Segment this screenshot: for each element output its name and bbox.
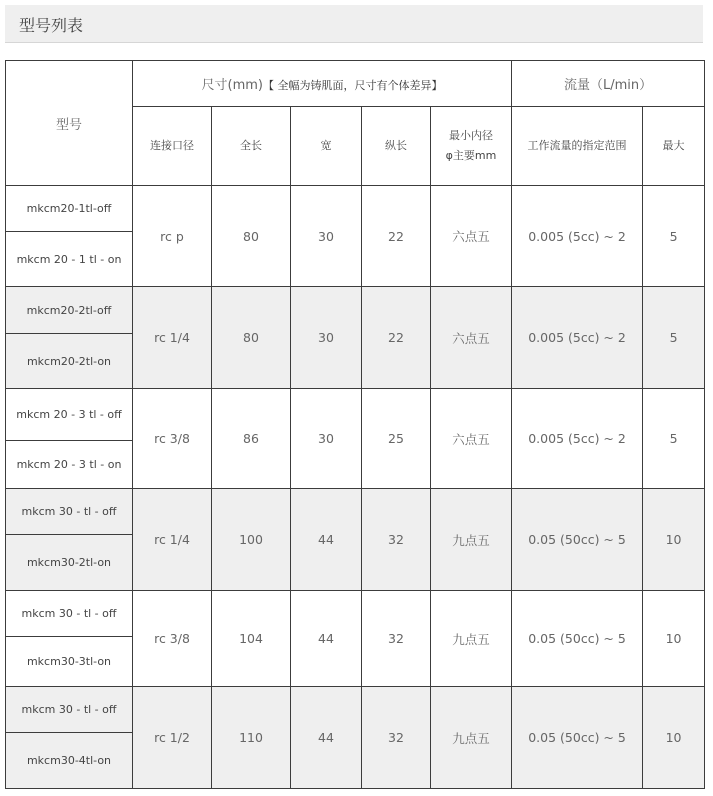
flow-range-cell: 0.005 (5cc) ~ 2 (512, 389, 643, 489)
model-cell: mkcm 30 - tl - off (6, 489, 133, 535)
depth-cell: 22 (362, 186, 431, 287)
header-model: 型号 (6, 61, 133, 186)
header-min-bore-line1: 最小内径 (449, 129, 494, 142)
width-cell: 44 (291, 489, 362, 591)
port-cell: rc 1/2 (133, 687, 212, 789)
model-cell: mkcm30-2tl-on (6, 535, 133, 591)
model-cell: mkcm 20 - 3 tl - off (6, 389, 133, 441)
header-width: 宽 (291, 107, 362, 186)
min-bore-cell: 九点五 (431, 591, 512, 687)
port-cell: rc p (133, 186, 212, 287)
min-bore-cell: 六点五 (431, 287, 512, 389)
model-cell: mkcm20-2tl-on (6, 334, 133, 389)
header-flow-max: 最大 (643, 107, 705, 186)
title-bar (5, 5, 703, 43)
flow-max-cell: 10 (643, 591, 705, 687)
port-cell: rc 1/4 (133, 489, 212, 591)
table-row (6, 287, 705, 334)
width-cell: 30 (291, 186, 362, 287)
flow-max-cell: 5 (643, 389, 705, 489)
header-flow-range: 工作流量的指定范围 (512, 107, 643, 186)
width-cell: 30 (291, 389, 362, 489)
length-cell: 80 (212, 287, 291, 389)
header-size-note: 【 全幅为铸肌面，尺寸有个体差异】 (263, 79, 443, 92)
min-bore-cell: 六点五 (431, 186, 512, 287)
depth-cell: 25 (362, 389, 431, 489)
port-cell: rc 1/4 (133, 287, 212, 389)
header-min-bore (431, 107, 512, 186)
min-bore-cell: 九点五 (431, 489, 512, 591)
depth-cell: 32 (362, 591, 431, 687)
page-title: 型号列表 (19, 16, 84, 35)
model-cell: mkcm30-3tl-on (6, 637, 133, 687)
model-table (5, 60, 705, 789)
depth-cell: 22 (362, 287, 431, 389)
table-row (6, 389, 705, 441)
flow-max-cell: 5 (643, 287, 705, 389)
header-flow: 流量（L/min） (512, 61, 705, 107)
width-cell: 30 (291, 287, 362, 389)
flow-range-cell: 0.05 (50cc) ~ 5 (512, 687, 643, 789)
table-row (6, 687, 705, 733)
model-cell: mkcm 20 - 1 tl - on (6, 232, 133, 287)
table-row (6, 186, 705, 232)
width-cell: 44 (291, 687, 362, 789)
port-cell: rc 3/8 (133, 591, 212, 687)
length-cell: 100 (212, 489, 291, 591)
header-size (133, 61, 512, 107)
min-bore-cell: 六点五 (431, 389, 512, 489)
length-cell: 110 (212, 687, 291, 789)
flow-range-cell: 0.005 (5cc) ~ 2 (512, 186, 643, 287)
header-size-label: 尺寸(mm) (201, 78, 263, 93)
flow-max-cell: 10 (643, 687, 705, 789)
model-cell: mkcm20-1tl-off (6, 186, 133, 232)
flow-range-cell: 0.05 (50cc) ~ 5 (512, 591, 643, 687)
header-depth: 纵长 (362, 107, 431, 186)
table-row (6, 591, 705, 637)
port-cell: rc 3/8 (133, 389, 212, 489)
length-cell: 86 (212, 389, 291, 489)
header-min-bore-line2: φ主要mm (445, 149, 497, 162)
length-cell: 104 (212, 591, 291, 687)
table-row (6, 489, 705, 535)
model-cell: mkcm30-4tl-on (6, 733, 133, 789)
length-cell: 80 (212, 186, 291, 287)
model-cell: mkcm 30 - tl - off (6, 687, 133, 733)
header-port: 连接口径 (133, 107, 212, 186)
flow-range-cell: 0.05 (50cc) ~ 5 (512, 489, 643, 591)
min-bore-cell: 九点五 (431, 687, 512, 789)
header-length: 全长 (212, 107, 291, 186)
flow-max-cell: 10 (643, 489, 705, 591)
model-cell: mkcm 20 - 3 tl - on (6, 441, 133, 489)
depth-cell: 32 (362, 489, 431, 591)
width-cell: 44 (291, 591, 362, 687)
model-cell: mkcm20-2tl-off (6, 287, 133, 334)
depth-cell: 32 (362, 687, 431, 789)
flow-max-cell: 5 (643, 186, 705, 287)
model-cell: mkcm 30 - tl - off (6, 591, 133, 637)
flow-range-cell: 0.005 (5cc) ~ 2 (512, 287, 643, 389)
